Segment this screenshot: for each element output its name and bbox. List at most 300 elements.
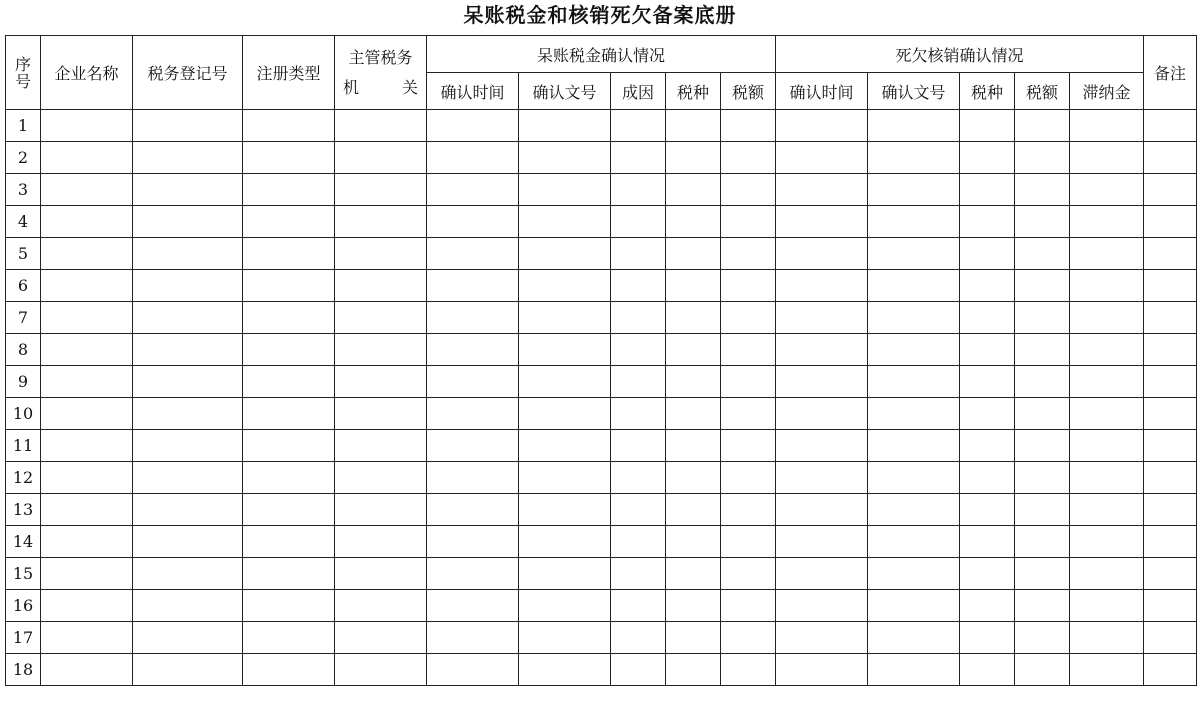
table-cell[interactable] [611,398,666,430]
table-cell[interactable] [1015,366,1070,398]
table-cell[interactable] [666,654,721,686]
table-cell[interactable] [427,398,519,430]
header-sequence-line2: 号 [14,71,31,91]
table-cell[interactable] [960,238,1015,270]
table-cell[interactable] [243,334,335,366]
table-cell[interactable] [41,622,133,654]
table-cell[interactable] [41,590,133,622]
header-company-name: 企业名称 [41,36,133,110]
table-cell[interactable] [1015,302,1070,334]
table-cell[interactable] [41,398,133,430]
table-cell[interactable] [960,430,1015,462]
table-cell[interactable] [335,654,427,686]
header-bad-debt-confirm-time: 确认时间 [427,73,519,110]
table-cell[interactable] [41,110,133,142]
table-cell[interactable] [721,206,776,238]
table-cell[interactable] [133,462,243,494]
table-cell[interactable] [868,622,960,654]
table-cell[interactable] [243,654,335,686]
table-cell[interactable] [1070,174,1144,206]
header-tax-registration-number: 税务登记号 [133,36,243,110]
table-cell[interactable] [666,398,721,430]
table-row [6,302,1197,334]
table-cell[interactable] [868,366,960,398]
row-number: 18 [6,654,41,686]
table-cell[interactable] [427,302,519,334]
table-cell[interactable] [1015,270,1070,302]
table-cell[interactable] [335,366,427,398]
table-cell[interactable] [335,142,427,174]
table-cell[interactable] [776,430,868,462]
table-cell[interactable] [427,494,519,526]
table-cell[interactable] [335,526,427,558]
table-cell[interactable] [427,590,519,622]
table-cell[interactable] [1144,590,1197,622]
table-cell[interactable] [960,398,1015,430]
table-cell[interactable] [721,654,776,686]
table-cell[interactable] [243,142,335,174]
table-cell[interactable] [243,174,335,206]
table-cell[interactable] [721,622,776,654]
table-cell[interactable] [611,142,666,174]
table-cell[interactable] [666,590,721,622]
table-cell[interactable] [133,174,243,206]
table-cell[interactable] [721,590,776,622]
table-cell[interactable] [1144,654,1197,686]
table-cell[interactable] [427,270,519,302]
table-cell[interactable] [611,206,666,238]
table-cell[interactable] [868,430,960,462]
table-cell[interactable] [1070,206,1144,238]
table-cell[interactable] [1144,334,1197,366]
table-cell[interactable] [776,398,868,430]
table-cell[interactable] [519,206,611,238]
table-cell[interactable] [133,366,243,398]
table-cell[interactable] [1144,302,1197,334]
table-cell[interactable] [1144,366,1197,398]
table-row [6,366,1197,398]
table-cell[interactable] [427,462,519,494]
table-cell[interactable] [611,174,666,206]
table-cell[interactable] [427,142,519,174]
table-cell[interactable] [335,430,427,462]
table-cell[interactable] [960,302,1015,334]
header-remarks: 备注 [1144,36,1197,110]
table-cell[interactable] [776,366,868,398]
table-cell[interactable] [1070,270,1144,302]
table-cell[interactable] [868,142,960,174]
table-cell[interactable] [1015,142,1070,174]
table-cell[interactable] [335,558,427,590]
table-cell[interactable] [666,238,721,270]
table-cell[interactable] [519,558,611,590]
table-cell[interactable] [776,270,868,302]
table-cell[interactable] [1070,366,1144,398]
table-cell[interactable] [721,302,776,334]
row-number: 10 [6,398,41,430]
table-cell[interactable] [427,558,519,590]
table-cell[interactable] [1015,430,1070,462]
table-cell[interactable] [41,334,133,366]
table-cell[interactable] [133,206,243,238]
table-cell[interactable] [335,110,427,142]
table-cell[interactable] [335,174,427,206]
table-cell[interactable] [335,462,427,494]
header-writeoff-late-fee: 滞纳金 [1070,73,1144,110]
table-cell[interactable] [776,206,868,238]
table-cell[interactable] [666,174,721,206]
table-cell[interactable] [721,238,776,270]
table-cell[interactable] [611,558,666,590]
table-cell[interactable] [666,526,721,558]
table-cell[interactable] [1144,430,1197,462]
table-cell[interactable] [243,462,335,494]
table-cell[interactable] [335,334,427,366]
table-cell[interactable] [868,558,960,590]
table-cell[interactable] [1070,238,1144,270]
table-cell[interactable] [776,110,868,142]
table-cell[interactable] [41,206,133,238]
table-cell[interactable] [868,270,960,302]
table-cell[interactable] [519,110,611,142]
table-cell[interactable] [1144,526,1197,558]
table-cell[interactable] [611,462,666,494]
table-cell[interactable] [41,142,133,174]
table-cell[interactable] [721,430,776,462]
row-number: 7 [6,302,41,334]
page-title: 呆账税金和核销死欠备案底册 [463,3,737,27]
table-cell[interactable] [666,462,721,494]
table-cell[interactable] [335,494,427,526]
table-cell[interactable] [243,622,335,654]
table-cell[interactable] [868,526,960,558]
table-cell[interactable] [427,622,519,654]
table-cell[interactable] [1144,238,1197,270]
table-cell[interactable] [721,174,776,206]
table-cell[interactable] [721,558,776,590]
table-cell[interactable] [1070,142,1144,174]
table-cell[interactable] [41,558,133,590]
table-cell[interactable] [666,302,721,334]
table-cell[interactable] [611,526,666,558]
table-row [6,462,1197,494]
table-cell[interactable] [721,142,776,174]
table-cell[interactable] [133,494,243,526]
table-cell[interactable] [41,462,133,494]
table-cell[interactable] [611,654,666,686]
header-sequence [6,36,41,110]
table-cell[interactable] [666,622,721,654]
header-writeoff-tax-amount: 税额 [1015,73,1070,110]
table-row [6,622,1197,654]
table-cell[interactable] [960,142,1015,174]
row-number: 17 [6,622,41,654]
table-cell[interactable] [1070,526,1144,558]
table-cell[interactable] [776,142,868,174]
table-cell[interactable] [960,590,1015,622]
table-cell[interactable] [427,334,519,366]
row-number: 15 [6,558,41,590]
table-cell[interactable] [335,622,427,654]
table-cell[interactable] [666,270,721,302]
header-bad-debt-tax-type: 税种 [666,73,721,110]
table-cell[interactable] [776,238,868,270]
table-cell[interactable] [133,270,243,302]
table-cell[interactable] [666,494,721,526]
table-cell[interactable] [611,494,666,526]
table-cell[interactable] [611,622,666,654]
table-cell[interactable] [666,430,721,462]
table-cell[interactable] [243,270,335,302]
table-cell[interactable] [868,206,960,238]
table-cell[interactable] [1015,558,1070,590]
table-row [6,526,1197,558]
table-cell[interactable] [868,110,960,142]
header-bad-debt-cause: 成因 [611,73,666,110]
table-cell[interactable] [611,334,666,366]
table-cell[interactable] [335,398,427,430]
table-cell[interactable] [1144,174,1197,206]
table-cell[interactable] [41,654,133,686]
table-cell[interactable] [133,398,243,430]
header-writeoff-confirm-time: 确认时间 [776,73,868,110]
table-cell[interactable] [1015,238,1070,270]
table-cell[interactable] [41,238,133,270]
table-cell[interactable] [611,366,666,398]
table-cell[interactable] [611,110,666,142]
table-cell[interactable] [427,174,519,206]
table-cell[interactable] [1144,270,1197,302]
table-cell[interactable] [1070,334,1144,366]
table-cell[interactable] [960,558,1015,590]
table-cell[interactable] [133,142,243,174]
table-cell[interactable] [868,174,960,206]
table-cell[interactable] [611,590,666,622]
table-cell[interactable] [1070,622,1144,654]
table-cell[interactable] [133,430,243,462]
table-cell[interactable] [427,238,519,270]
table-cell[interactable] [41,174,133,206]
table-cell[interactable] [133,238,243,270]
table-cell[interactable] [776,494,868,526]
table-cell[interactable] [519,654,611,686]
table-cell[interactable] [133,526,243,558]
table-cell[interactable] [133,654,243,686]
table-cell[interactable] [41,430,133,462]
table-cell[interactable] [666,334,721,366]
table-cell[interactable] [519,238,611,270]
table-cell[interactable] [721,526,776,558]
table-cell[interactable] [776,654,868,686]
table-cell[interactable] [960,462,1015,494]
table-cell[interactable] [243,398,335,430]
table-cell[interactable] [1070,558,1144,590]
header-registration-type: 注册类型 [243,36,335,110]
table-cell[interactable] [776,526,868,558]
table-cell[interactable] [243,110,335,142]
table-cell[interactable] [776,302,868,334]
table-cell[interactable] [335,206,427,238]
table-row [6,558,1197,590]
table-cell[interactable] [1144,142,1197,174]
table-cell[interactable] [666,366,721,398]
table-cell[interactable] [243,206,335,238]
table-cell[interactable] [41,366,133,398]
table-cell[interactable] [243,590,335,622]
table-cell[interactable] [1070,398,1144,430]
table-cell[interactable] [721,494,776,526]
table-cell[interactable] [41,302,133,334]
table-cell[interactable] [1015,398,1070,430]
table-cell[interactable] [960,110,1015,142]
table-cell[interactable] [776,622,868,654]
table-cell[interactable] [868,398,960,430]
table-cell[interactable] [960,622,1015,654]
table-cell[interactable] [519,142,611,174]
table-cell[interactable] [868,462,960,494]
table-cell[interactable] [1015,494,1070,526]
table-cell[interactable] [427,110,519,142]
table-cell[interactable] [960,174,1015,206]
table-cell[interactable] [427,654,519,686]
table-cell[interactable] [1015,622,1070,654]
table-cell[interactable] [243,494,335,526]
table-cell[interactable] [427,366,519,398]
row-number: 3 [6,174,41,206]
table-cell[interactable] [960,334,1015,366]
table-cell[interactable] [1070,462,1144,494]
table-cell[interactable] [1070,590,1144,622]
table-cell[interactable] [1015,462,1070,494]
table-cell[interactable] [776,558,868,590]
table-cell[interactable] [133,334,243,366]
table-cell[interactable] [611,430,666,462]
table-row [6,590,1197,622]
table-cell[interactable] [41,270,133,302]
table-cell[interactable] [133,302,243,334]
table-cell[interactable] [519,334,611,366]
table-cell[interactable] [133,590,243,622]
table-cell[interactable] [243,430,335,462]
table-cell[interactable] [519,462,611,494]
table-cell[interactable] [960,366,1015,398]
table-cell[interactable] [666,142,721,174]
table-cell[interactable] [133,622,243,654]
table-cell[interactable] [335,238,427,270]
table-cell[interactable] [611,270,666,302]
table-cell[interactable] [1070,430,1144,462]
table-cell[interactable] [868,302,960,334]
table-cell[interactable] [41,526,133,558]
table-cell[interactable] [960,654,1015,686]
table-cell[interactable] [519,398,611,430]
table-cell[interactable] [1015,590,1070,622]
table-cell[interactable] [243,302,335,334]
table-cell[interactable] [519,270,611,302]
table-row [6,398,1197,430]
table-cell[interactable] [519,430,611,462]
table-cell[interactable] [335,590,427,622]
table-cell[interactable] [666,110,721,142]
table-cell[interactable] [721,398,776,430]
table-cell[interactable] [1144,398,1197,430]
table-cell[interactable] [776,174,868,206]
table-cell[interactable] [243,238,335,270]
table-cell[interactable] [1144,622,1197,654]
header-writeoff-tax-type: 税种 [960,73,1015,110]
table-cell[interactable] [611,238,666,270]
table-cell[interactable] [721,270,776,302]
table-cell[interactable] [519,590,611,622]
table-cell[interactable] [519,526,611,558]
table-cell[interactable] [1070,110,1144,142]
table-cell[interactable] [1015,334,1070,366]
table-cell[interactable] [133,558,243,590]
table-cell[interactable] [243,558,335,590]
table-cell[interactable] [335,270,427,302]
table-cell[interactable] [960,526,1015,558]
table-cell[interactable] [519,366,611,398]
table-cell[interactable] [721,462,776,494]
table-cell[interactable] [243,526,335,558]
table-cell[interactable] [868,494,960,526]
table-cell[interactable] [1015,174,1070,206]
table-cell[interactable] [666,558,721,590]
table-cell[interactable] [519,494,611,526]
table-cell[interactable] [776,462,868,494]
table-cell[interactable] [1015,206,1070,238]
table-cell[interactable] [868,590,960,622]
table-cell[interactable] [41,494,133,526]
table-cell[interactable] [519,174,611,206]
table-cell[interactable] [1070,494,1144,526]
table-cell[interactable] [1015,526,1070,558]
table-cell[interactable] [519,302,611,334]
table-cell[interactable] [868,334,960,366]
table-cell[interactable] [721,110,776,142]
table-cell[interactable] [1144,206,1197,238]
table-cell[interactable] [427,526,519,558]
row-number: 14 [6,526,41,558]
table-cell[interactable] [133,110,243,142]
table-cell[interactable] [868,238,960,270]
table-cell[interactable] [1144,558,1197,590]
table-cell[interactable] [666,206,721,238]
table-cell[interactable] [776,334,868,366]
table-cell[interactable] [960,270,1015,302]
table-cell[interactable] [427,206,519,238]
table-cell[interactable] [427,430,519,462]
table-cell[interactable] [611,302,666,334]
table-cell[interactable] [1015,110,1070,142]
table-cell[interactable] [1144,110,1197,142]
table-cell[interactable] [1015,654,1070,686]
table-cell[interactable] [960,206,1015,238]
table-cell[interactable] [519,622,611,654]
table-cell[interactable] [721,366,776,398]
table-row [6,334,1197,366]
table-cell[interactable] [868,654,960,686]
table-cell[interactable] [721,334,776,366]
table-cell[interactable] [1070,654,1144,686]
table-cell[interactable] [1144,462,1197,494]
table-cell[interactable] [960,494,1015,526]
table-cell[interactable] [335,302,427,334]
table-cell[interactable] [776,590,868,622]
table-cell[interactable] [1144,494,1197,526]
table-cell[interactable] [1070,302,1144,334]
table-cell[interactable] [243,366,335,398]
